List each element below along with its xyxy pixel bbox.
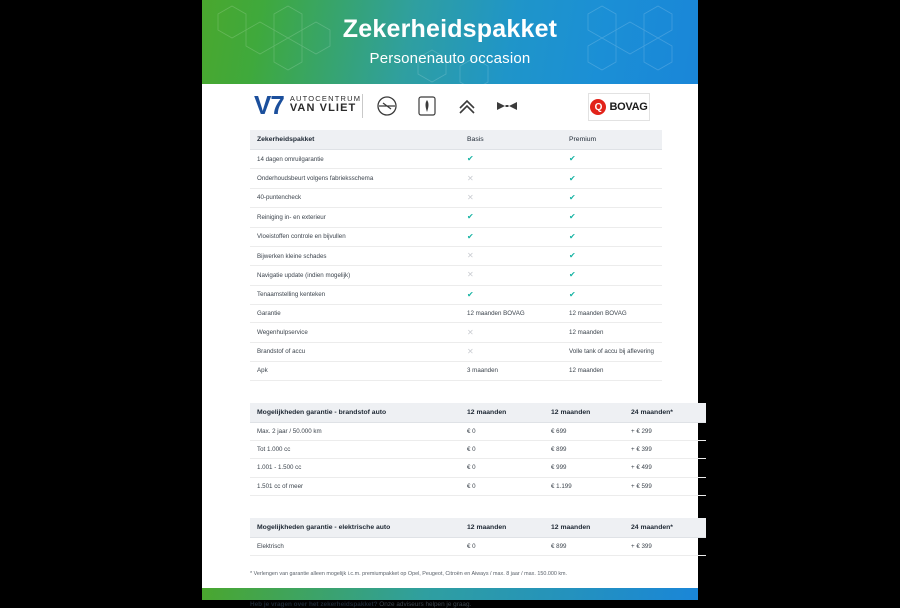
feature-label: 14 dagen omruilgarantie bbox=[250, 150, 460, 169]
table-row bbox=[250, 323, 662, 342]
opel-logo-icon bbox=[374, 93, 400, 119]
price-basis: € 0 bbox=[460, 440, 544, 458]
feature-value-premium: 12 maanden BOVAG bbox=[562, 305, 662, 323]
zekerheidspakket-table bbox=[250, 130, 662, 381]
bovag-logo bbox=[588, 93, 650, 121]
section-spacer bbox=[250, 496, 650, 518]
feature-value-basis: 3 maanden bbox=[460, 362, 562, 380]
check-icon: ✔ bbox=[569, 173, 576, 183]
table-header-row bbox=[250, 130, 662, 150]
oem-logo-group bbox=[374, 93, 520, 119]
table-row bbox=[250, 538, 706, 556]
feature-label: Garantie bbox=[250, 305, 460, 323]
feature-label: Brandstof of accu bbox=[250, 342, 460, 361]
price-extension: + € 599 bbox=[624, 477, 706, 495]
dealer-name-line2: VAN VLIET bbox=[289, 102, 357, 115]
footer-bar bbox=[202, 588, 698, 600]
price-premium: € 999 bbox=[544, 459, 624, 477]
footer-question bbox=[250, 601, 650, 608]
table-row bbox=[250, 342, 662, 361]
bovag-label: BOVAG bbox=[609, 101, 648, 113]
cross-icon: ✕ bbox=[467, 173, 474, 183]
check-icon: ✔ bbox=[467, 231, 474, 241]
table-row bbox=[250, 305, 662, 323]
cross-icon: ✕ bbox=[467, 327, 474, 337]
aiways-logo-icon bbox=[494, 93, 520, 119]
dealer-name-line1: AUTOCENTRUM bbox=[289, 94, 362, 104]
price-extension: + € 299 bbox=[624, 422, 706, 440]
table-row bbox=[250, 150, 662, 169]
table-row bbox=[250, 227, 662, 246]
price-extension: + € 399 bbox=[624, 440, 706, 458]
citroen-logo-icon bbox=[454, 93, 480, 119]
check-icon: ✔ bbox=[569, 289, 576, 299]
dealer-mark-icon: V7 bbox=[254, 90, 284, 120]
table-row bbox=[250, 169, 662, 188]
feature-label: Onderhoudsbeurt volgens fabrieksschema bbox=[250, 169, 460, 188]
feature-value-basis: 12 maanden BOVAG bbox=[460, 305, 562, 323]
column-header-premium: Premium bbox=[562, 130, 662, 150]
garantie-elektrisch-table bbox=[250, 518, 706, 556]
table-row bbox=[250, 266, 662, 285]
table-row bbox=[250, 440, 706, 458]
garantie-brandstof-table bbox=[250, 403, 706, 497]
table-row bbox=[250, 246, 662, 265]
feature-value-premium: 12 maanden bbox=[562, 362, 662, 380]
check-icon: ✔ bbox=[467, 212, 474, 222]
row-label: Tot 1.000 cc bbox=[250, 440, 460, 458]
table-row bbox=[250, 188, 662, 207]
page-title: Zekerheidspakket bbox=[342, 15, 558, 43]
column-header-12-maanden-premium: 12 maanden bbox=[544, 518, 624, 538]
footer-question-bold: Heb je vragen over het zekerheidspakket? bbox=[250, 600, 378, 608]
check-icon: ✔ bbox=[467, 289, 474, 299]
column-header-elektrisch: Mogelijkheden garantie - elektrische auto bbox=[250, 518, 460, 538]
price-basis: € 0 bbox=[460, 538, 544, 556]
page-subtitle: Personenauto occasion bbox=[369, 49, 531, 67]
column-header-12-maanden-basis: 12 maanden bbox=[460, 403, 544, 423]
cross-icon: ✕ bbox=[467, 346, 474, 356]
footer-question-rest: Onze adviseurs helpen je graag. bbox=[377, 600, 472, 608]
logo-divider bbox=[362, 94, 363, 118]
table-header-row bbox=[250, 518, 706, 538]
check-icon: ✔ bbox=[569, 154, 576, 164]
check-icon: ✔ bbox=[569, 192, 576, 202]
feature-label: Apk bbox=[250, 362, 460, 380]
check-icon: ✔ bbox=[569, 270, 576, 280]
document-sheet bbox=[202, 0, 698, 608]
feature-label: Bijwerken kleine schades bbox=[250, 246, 460, 265]
peugeot-logo-icon bbox=[414, 93, 440, 119]
table-row bbox=[250, 362, 662, 380]
column-header-basis: Basis bbox=[460, 130, 562, 150]
column-header-feature: Zekerheidspakket bbox=[250, 130, 460, 150]
cross-icon: ✕ bbox=[467, 251, 474, 261]
column-header-24-maanden: 24 maanden* bbox=[624, 518, 706, 538]
feature-label: 40-puntencheck bbox=[250, 188, 460, 207]
feature-value-premium: Volle tank of accu bij aflevering bbox=[562, 342, 662, 361]
column-header-brandstof: Mogelijkheden garantie - brandstof auto bbox=[250, 403, 460, 423]
table-header-row bbox=[250, 403, 706, 423]
feature-label: Navigatie update (indien mogelijk) bbox=[250, 266, 460, 285]
table-row bbox=[250, 477, 706, 495]
price-extension: + € 499 bbox=[624, 459, 706, 477]
footnote: * Verlengen van garantie alleen mogelijk i.c.m. premiumpakket op Opel, Peugeot, Citroën en Aiways / max. 8 jaar / max. 150.000 km. bbox=[250, 571, 568, 578]
header-banner bbox=[202, 0, 698, 84]
section-spacer bbox=[250, 381, 650, 403]
row-label: 1.001 - 1.500 cc bbox=[250, 459, 460, 477]
check-icon: ✔ bbox=[569, 251, 576, 261]
check-icon: ✔ bbox=[569, 212, 576, 222]
cross-icon: ✕ bbox=[467, 192, 474, 202]
price-premium: € 899 bbox=[544, 440, 624, 458]
check-icon: ✔ bbox=[569, 231, 576, 241]
feature-label: Wegenhulpservice bbox=[250, 323, 460, 342]
price-basis: € 0 bbox=[460, 422, 544, 440]
column-header-24-maanden: 24 maanden* bbox=[624, 403, 706, 423]
price-basis: € 0 bbox=[460, 459, 544, 477]
column-header-12-maanden-basis: 12 maanden bbox=[460, 518, 544, 538]
price-extension: + € 399 bbox=[624, 538, 706, 556]
table-row bbox=[250, 208, 662, 227]
bovag-mark-icon: Q bbox=[590, 99, 606, 115]
row-label: Max. 2 jaar / 50.000 km bbox=[250, 422, 460, 440]
price-basis: € 0 bbox=[460, 477, 544, 495]
table-row bbox=[250, 459, 706, 477]
dealer-logo bbox=[254, 92, 361, 118]
price-premium: € 1.199 bbox=[544, 477, 624, 495]
table-row bbox=[250, 422, 706, 440]
row-label: Elektrisch bbox=[250, 538, 460, 556]
row-label: 1.501 cc of meer bbox=[250, 477, 460, 495]
price-premium: € 699 bbox=[544, 422, 624, 440]
feature-label: Vloeistoffen controle en bijvullen bbox=[250, 227, 460, 246]
feature-label: Tenaamstelling kenteken bbox=[250, 285, 460, 304]
feature-value-premium: 12 maanden bbox=[562, 323, 662, 342]
check-icon: ✔ bbox=[467, 154, 474, 164]
price-premium: € 899 bbox=[544, 538, 624, 556]
column-header-12-maanden-premium: 12 maanden bbox=[544, 403, 624, 423]
cross-icon: ✕ bbox=[467, 270, 474, 280]
logo-strip bbox=[202, 84, 698, 130]
table-row bbox=[250, 285, 662, 304]
feature-label: Reiniging in- en exterieur bbox=[250, 208, 460, 227]
document-content bbox=[202, 130, 698, 608]
